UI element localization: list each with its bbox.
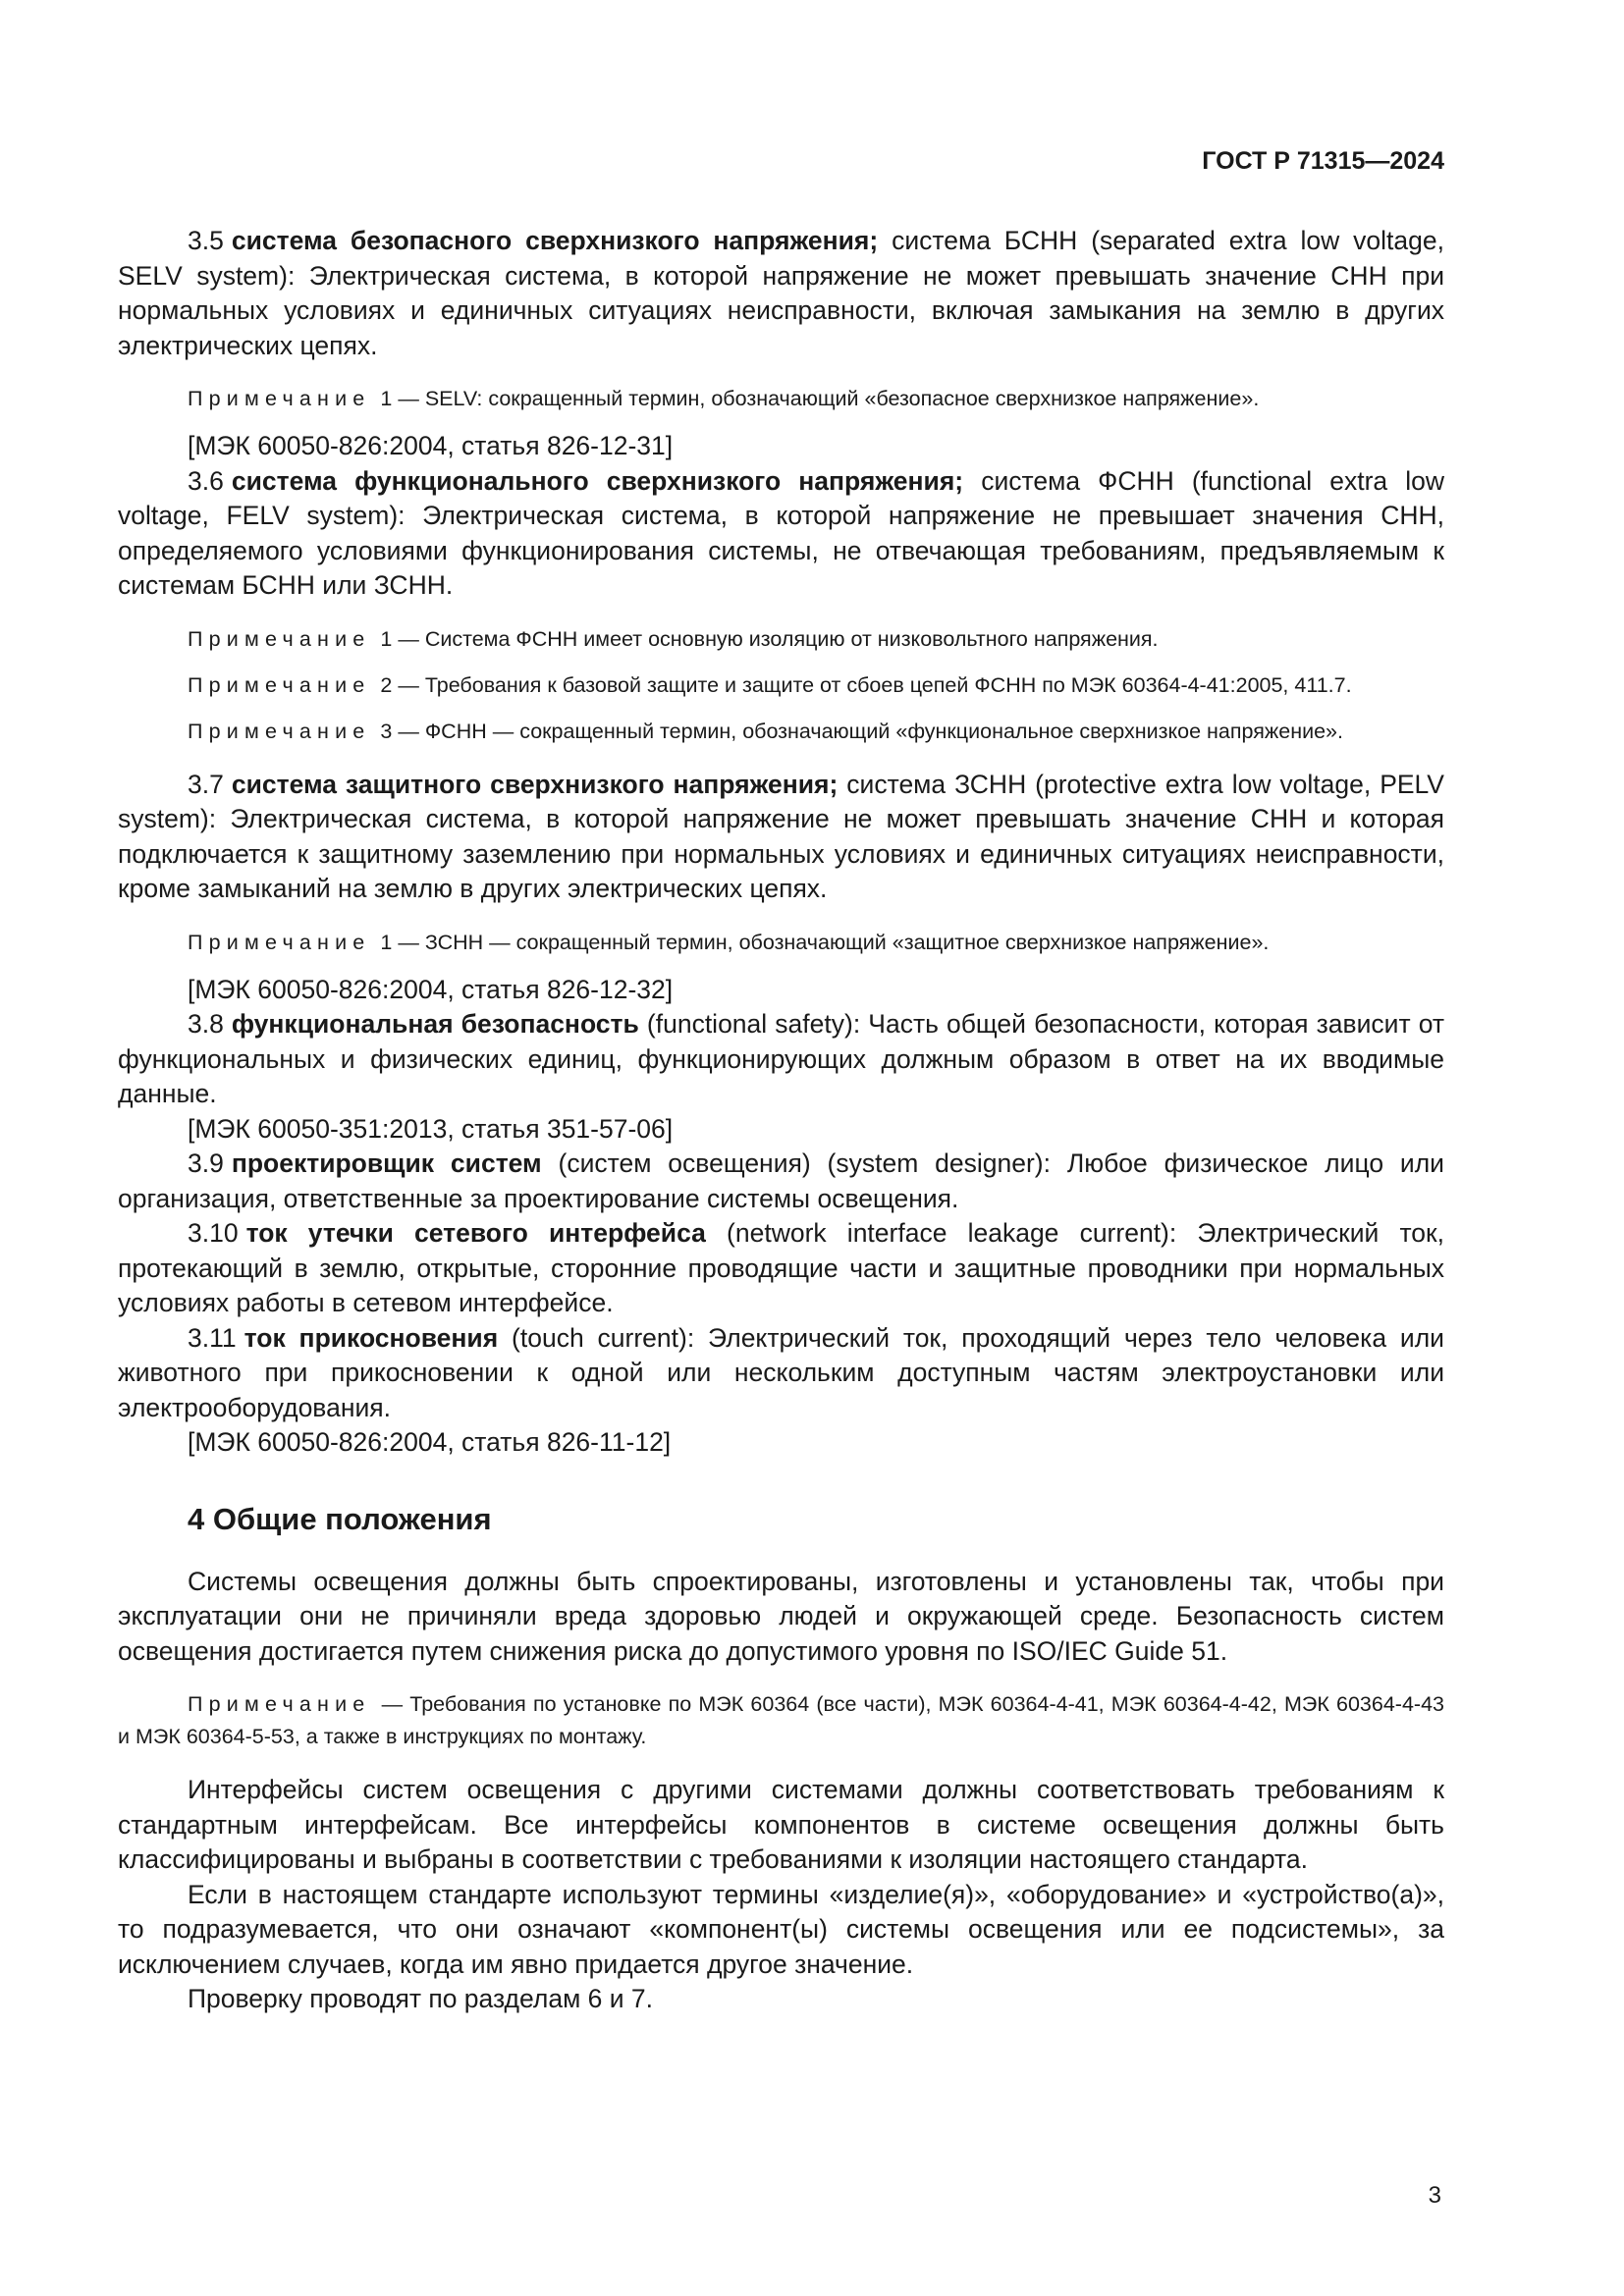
note-text: 3 — ФСНН — сокращенный термин, обозначающий «функциональное сверхнизкое напряжение». (374, 719, 1343, 743)
note-text: 2 — Требования к базовой защите и защите от сбоев цепей ФСНН по МЭК 60364-4-41:2005, 411.7. (374, 672, 1352, 697)
definition-number: 3.10 (188, 1218, 239, 1248)
definition-term: система безопасного сверхнизкого напряжения; (231, 226, 879, 255)
note-text: — Требования по установке по МЭК 60364 (все части), МЭК 60364-4-41, МЭК 60364-4-42, МЭК 60364-4-43 и МЭК 60364-5-53, а также в инструкциях по монтажу. (118, 1692, 1444, 1748)
definition-3-10 (118, 1216, 1444, 1321)
definition-3-8 (118, 1007, 1444, 1112)
note-label: Примечание (188, 626, 371, 651)
definition-text: (functional safety): Часть общей безопасности, которая зависит от функциональных и физических единиц, функционирующих должным образом в ответ на их вводимые данные. (118, 1009, 1444, 1108)
note-label: Примечание (188, 719, 371, 743)
note-3-6-1 (118, 623, 1444, 656)
document-body (118, 224, 1444, 2017)
definition-number: 3.9 (188, 1148, 224, 1178)
note-3-6-3 (118, 716, 1444, 748)
note-label: Примечание (188, 387, 371, 410)
definition-number: 3.8 (188, 1009, 224, 1039)
definition-term: ток утечки сетевого интерфейса (245, 1218, 706, 1248)
definition-3-5 (118, 224, 1444, 363)
section-4-paragraph-3: Если в настоящем стандарте используют термины «изделие(я)», «оборудование» и «устройство(а)», то подразумевается, что они означают «компонент(ы) системы освещения или ее подсистемы», за исключением случаев, когда им явно придается другое значение. (118, 1879, 1444, 1979)
note-label: Примечание (188, 1692, 371, 1716)
note-text: 1 — SELV: сокращенный термин, обозначающий «безопасное сверхнизкое напряжение». (374, 387, 1260, 410)
note-3-6-2 (118, 669, 1444, 702)
definition-3-7 (118, 768, 1444, 907)
definition-text: система ЗСНН (protective extra low voltage, PELV system): Электрическая система, в которой напряжение не может превышать значение СНН и которая подключается к защитному заземлению при нормальных условиях и единичных ситуациях неисправности, кроме замыканий на землю в других электрических цепях. (118, 769, 1444, 903)
reference-3-11: [МЭК 60050-826:2004, статья 826-11-12] (188, 1427, 672, 1457)
section-4-paragraph-4: Проверку проводят по разделам 6 и 7. (188, 1984, 654, 2013)
page-number: 3 (1428, 2182, 1441, 2209)
section-4-note (118, 1688, 1444, 1753)
note-text: 1 — Система ФСНН имеет основную изоляцию от низковольтного напряжения. (374, 626, 1159, 651)
definition-text: система БСНН (separated extra low voltage, SELV system): Электрическая система, в которой напряжение не может превышать значение СНН при нормальных условиях и единичных ситуациях неисправности, включая замыкания на землю в других электрических цепях. (118, 226, 1445, 360)
section-4-paragraph-2: Интерфейсы систем освещения с другими системами должны соответствовать требованиям к стандартным интерфейсам. Все интерфейсы компонентов в системе освещения должны быть классифицированы и выбраны в соответствии с требованиями к изоляции настоящего стандарта. (118, 1775, 1444, 1874)
definition-text: (network interface leakage current): Электрический ток, протекающий в землю, открытые, сторонние проводящие части и защитные проводники при нормальных условиях работы в сетевом интерфейсе. (118, 1218, 1445, 1317)
definition-number: 3.5 (188, 226, 224, 255)
note-3-5-1 (118, 383, 1444, 415)
definition-3-6 (118, 464, 1444, 604)
definition-3-9 (118, 1147, 1444, 1216)
definition-text: система ФСНН (functional extra low voltage, FELV system): Электрическая система, в которой напряжение не превышает значения СНН, определяемого условиями функционирования системы, не отвечающая требованиям, предъявляемым к системам БСНН или ЗСНН. (118, 465, 1444, 600)
definition-text: (систем освещения) (system designer): Любое физическое лицо или организация, ответственные за проектирование системы освещения. (118, 1148, 1444, 1213)
document-header: ГОСТ Р 71315—2024 (1202, 147, 1444, 175)
definition-number: 3.7 (188, 769, 224, 799)
section-4-paragraph-1: Системы освещения должны быть спроектированы, изготовлены и установлены так, чтобы при эксплуатации они не причиняли вреда здоровью людей и окружающей среде. Безопасность систем освещения достигается путем снижения риска до допустимого уровня по ISO/IEC Guide 51. (118, 1566, 1444, 1666)
note-text: 1 — ЗСНН — сокращенный термин, обозначающий «защитное сверхнизкое напряжение». (374, 930, 1270, 954)
reference-3-8: [МЭК 60050-351:2013, статья 351-57-06] (188, 1113, 674, 1144)
definition-term: система функционального сверхнизкого напряжения; (231, 465, 964, 496)
definition-term: система защитного сверхнизкого напряжения; (231, 769, 839, 799)
note-label: Примечание (188, 672, 371, 697)
definition-term: функциональная безопасность (231, 1009, 639, 1039)
definition-term: проектировщик систем (231, 1148, 542, 1178)
section-4-title: 4 Общие положения (188, 1501, 492, 1536)
definition-number: 3.11 (188, 1322, 237, 1353)
reference-3-5: [МЭК 60050-826:2004, статья 826-12-31] (188, 431, 674, 460)
definition-term: ток прикосновения (244, 1322, 499, 1353)
note-3-7-1 (118, 927, 1444, 959)
reference-3-7: [МЭК 60050-826:2004, статья 826-12-32] (188, 974, 674, 1004)
definition-number: 3.6 (188, 465, 224, 496)
note-label: Примечание (188, 930, 371, 954)
definition-text: (touch current): Электрический ток, проходящий через тело человека или животного при прикосновении к одной или нескольким доступным частям электроустановки или электрооборудования. (118, 1322, 1444, 1422)
definition-3-11 (118, 1321, 1444, 1426)
